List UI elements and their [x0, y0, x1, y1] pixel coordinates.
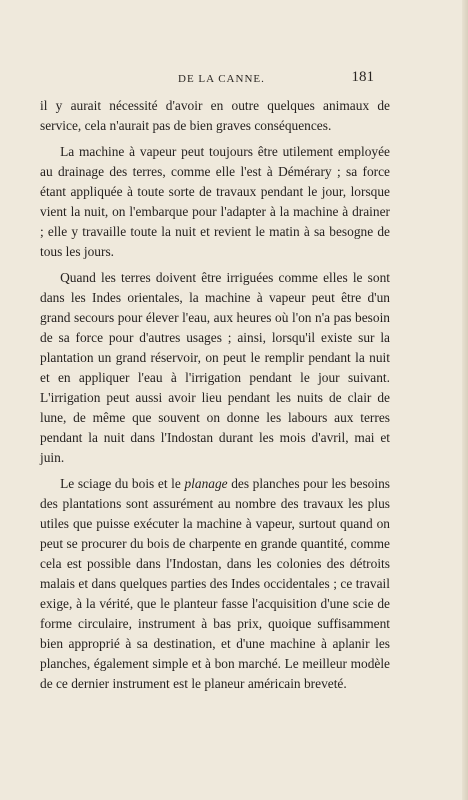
paragraph-3: Quand les terres doivent être irriguées comme elles le sont dans les Indes orientales, la machine à vapeur peut être d'un grand secours pour élever l'eau, aux heures où l'on n'a pas besoin de sa force pour d'autres usages ; ainsi, lorsqu'il existe sur la plantation un grand réservoir, on peut le remplir pendant la nuit et en appliquer l'eau à l'irrigation pendant le jour suivant. L'irrigation peut aussi avoir lieu pendant les nuits de clair de lune, de même que souvent on donne les labours aux terres pendant la nuit dans l'Indostan durant les mois d'avril, mai et juin. [40, 270, 390, 465]
paragraph-4-start: Le sciage du bois et le [60, 476, 185, 491]
paragraph-2: La machine à vapeur peut toujours être utilement employée au drainage des terres, comme elle l'est à Démérary ; sa force étant appliquée à toute sorte de travaux pendant le jour, lorsque vient la nuit, on l'embarque pour l'adapter à la machine à drainer ; elle y travaille toute la nuit et revient le matin à sa besogne de tous les jours. [40, 144, 390, 259]
running-title: DE LA CANNE. [178, 73, 265, 85]
paragraph-4-end: des planches pour les besoins des plantations sont assurément au nombre des travaux les plus utiles que puisse exécuter la machine à vapeur, surtout quand on peut se procurer du bois de charpente en grande quantité, comme cela est possible dans l'Indostan, dans les colonies des détroits malais et dans quelques parties des Indes occidentales ; ce travail exige, à la vérité, que le planteur fasse l'acquisition d'une scie de forme circulaire, instrument à bas prix, quoique suffisamment bien approprié à sa destination, et d'une machine à aplanir les planches, également simple et à bon marché. Le meilleur modèle de ce dernier instrument est le planeur américain breveté. [40, 476, 390, 691]
page-edge [462, 0, 468, 800]
paragraph-1: il y aurait nécessité d'avoir en outre quelques animaux de service, cela n'aurait pas de bien graves conséquences. [40, 98, 390, 133]
italic-term-planage: planage [184, 476, 228, 491]
body-text [40, 96, 390, 696]
paragraph-4 [40, 474, 390, 694]
page-header [40, 69, 374, 89]
page-number: 181 [351, 69, 374, 85]
